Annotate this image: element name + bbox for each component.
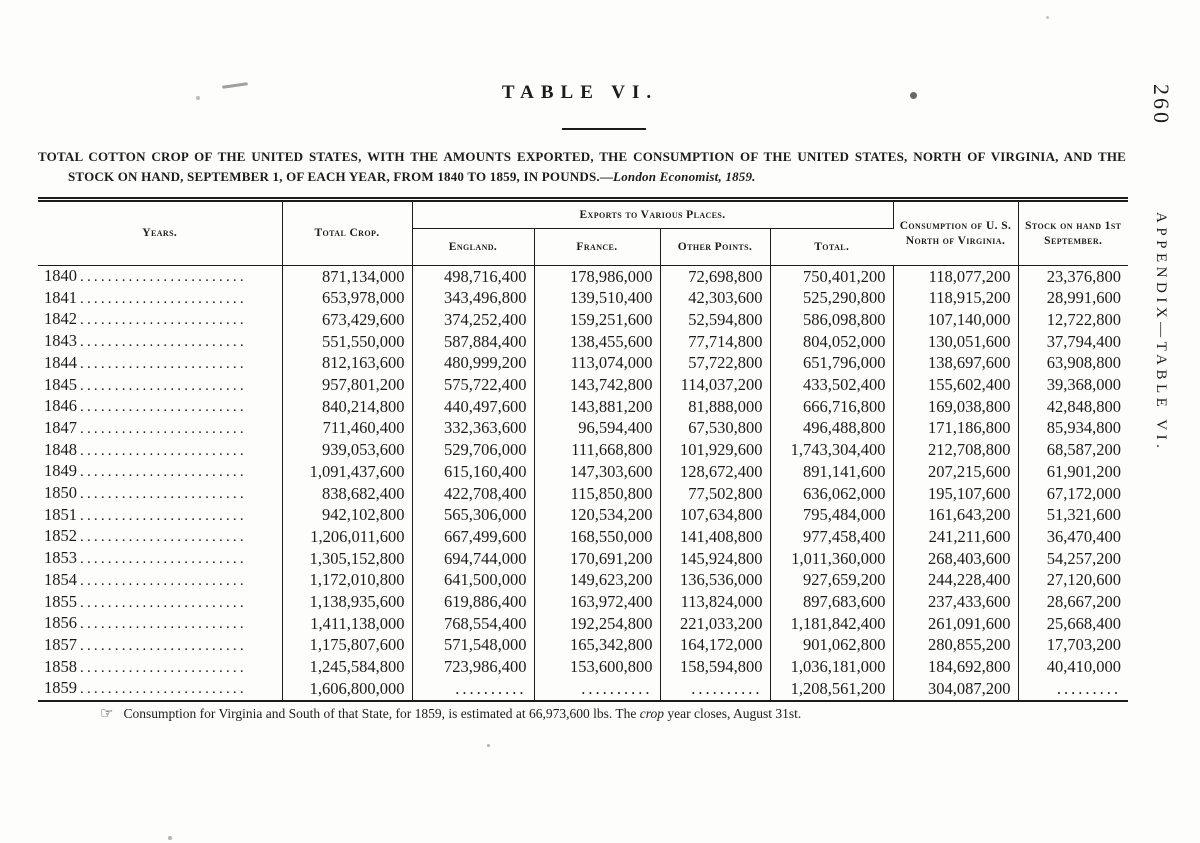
total-cell: 1,011,360,000 <box>770 548 893 570</box>
table-body <box>38 266 1128 702</box>
france-cell: 159,251,600 <box>534 309 660 331</box>
total-cell: 901,062,800 <box>770 635 893 657</box>
france-cell: 168,550,000 <box>534 526 660 548</box>
year-cell <box>38 309 282 331</box>
table-row <box>38 570 1128 592</box>
table-row <box>38 678 1128 701</box>
france-cell: 143,742,800 <box>534 375 660 397</box>
total-cell: 636,062,000 <box>770 483 893 505</box>
title-rule <box>562 128 646 130</box>
year-cell <box>38 570 282 592</box>
table-header <box>38 200 1128 266</box>
total-crop-cell: 673,429,600 <box>282 309 412 331</box>
consumption-cell: 107,140,000 <box>893 309 1018 331</box>
other-points-cell: 52,594,800 <box>660 309 770 331</box>
england-cell: .......... <box>412 678 534 701</box>
year-cell <box>38 678 282 701</box>
table-row <box>38 635 1128 657</box>
france-cell: .......... <box>534 678 660 701</box>
consumption-cell: 130,051,600 <box>893 331 1018 353</box>
col-header-exports-group: Exports to Various Places. <box>412 200 893 229</box>
stock-cell: 28,667,200 <box>1046 592 1122 612</box>
other-points-cell: 101,929,600 <box>660 440 770 462</box>
dot-leader: ........................ <box>80 637 247 654</box>
year-cell <box>38 526 282 548</box>
total-crop-cell: 1,172,010,800 <box>282 570 412 592</box>
consumption-cell: 212,708,800 <box>893 440 1018 462</box>
year-cell <box>38 288 282 310</box>
dot-leader: ........................ <box>80 507 247 524</box>
dot-leader: ........................ <box>80 551 247 568</box>
total-cell: 666,716,800 <box>770 396 893 418</box>
england-cell: 529,706,000 <box>412 440 534 462</box>
france-cell: 113,074,000 <box>534 353 660 375</box>
total-cell: 897,683,600 <box>770 592 893 614</box>
table-row <box>38 266 1128 288</box>
year-label: 1851 <box>44 504 77 524</box>
dot-leader: ........................ <box>80 377 247 394</box>
dot-leader: ........................ <box>80 529 247 546</box>
dot-leader: ........................ <box>80 572 247 589</box>
consumption-cell: 268,403,600 <box>893 548 1018 570</box>
year-label: 1852 <box>44 526 77 546</box>
year-cell <box>38 613 282 635</box>
england-cell: 641,500,000 <box>412 570 534 592</box>
england-cell: 332,363,600 <box>412 418 534 440</box>
england-cell: 694,744,000 <box>412 548 534 570</box>
year-label: 1859 <box>44 678 77 698</box>
total-cell: 750,401,200 <box>770 266 893 288</box>
total-crop-cell: 1,245,584,800 <box>282 657 412 679</box>
total-cell: 927,659,200 <box>770 570 893 592</box>
other-points-cell: 158,594,800 <box>660 657 770 679</box>
col-header-total: Total. <box>770 229 893 266</box>
dot-leader: ........................ <box>80 312 247 329</box>
year-cell <box>38 592 282 614</box>
consumption-cell: 280,855,200 <box>893 635 1018 657</box>
scan-speckle <box>487 744 490 747</box>
footnote <box>38 704 1126 723</box>
stock-cell: 42,848,800 <box>1046 396 1122 416</box>
other-points-cell: 77,714,800 <box>660 331 770 353</box>
france-cell: 163,972,400 <box>534 592 660 614</box>
table-row <box>38 461 1128 483</box>
table-row <box>38 353 1128 375</box>
total-crop-cell: 1,091,437,600 <box>282 461 412 483</box>
table-row <box>38 331 1128 353</box>
consumption-cell: 237,433,600 <box>893 592 1018 614</box>
total-crop-cell: 942,102,800 <box>282 505 412 527</box>
stock-cell: 54,257,200 <box>1046 548 1122 568</box>
year-cell <box>38 375 282 397</box>
dot-leader: ........................ <box>80 355 247 372</box>
consumption-cell: 304,087,200 <box>893 678 1018 701</box>
year-cell <box>38 505 282 527</box>
year-label: 1846 <box>44 396 77 416</box>
total-crop-cell: 871,134,000 <box>282 266 412 288</box>
col-header-france: France. <box>534 229 660 266</box>
scan-speckle <box>910 92 917 99</box>
dot-leader: ........................ <box>80 594 247 611</box>
total-crop-cell: 653,978,000 <box>282 288 412 310</box>
stock-cell: 61,901,200 <box>1046 461 1122 481</box>
year-label: 1843 <box>44 331 77 351</box>
footnote-text-1: Consumption for Virginia and South of that State, for 1859, is estimated at 66,973,600 lbs. The <box>123 705 640 721</box>
col-header-consumption: Consumption of U. S. North of Virginia. <box>893 200 1018 266</box>
total-crop-cell: 1,175,807,600 <box>282 635 412 657</box>
other-points-cell: 221,033,200 <box>660 613 770 635</box>
year-cell <box>38 548 282 570</box>
year-label: 1855 <box>44 591 77 611</box>
dot-leader: ........................ <box>80 616 247 633</box>
consumption-cell: 171,186,800 <box>893 418 1018 440</box>
year-label: 1858 <box>44 656 77 676</box>
other-points-cell: .......... <box>660 678 770 701</box>
table-row <box>38 613 1128 635</box>
total-cell: 891,141,600 <box>770 461 893 483</box>
caption-source: London Economist, 1859. <box>613 169 756 185</box>
year-cell <box>38 461 282 483</box>
table-row <box>38 288 1128 310</box>
total-cell: 804,052,000 <box>770 331 893 353</box>
stock-cell: 28,991,600 <box>1046 288 1122 308</box>
year-label: 1841 <box>44 287 77 307</box>
total-crop-cell: 711,460,400 <box>282 418 412 440</box>
caption-text: TOTAL COTTON CROP OF THE UNITED STATES, WITH THE AMOUNTS EXPORTED, THE CONSUMPTION OF THE UNITED STATES, NORTH OF VIRGINIA, AND THE STOCK ON HAND, SEPTEMBER 1, OF EACH YEAR, FROM 1840 TO 1859, IN POUNDS.— <box>38 149 1126 185</box>
total-crop-cell: 957,801,200 <box>282 375 412 397</box>
table-row <box>38 526 1128 548</box>
total-cell: 651,796,000 <box>770 353 893 375</box>
stock-cell: 40,410,000 <box>1046 657 1122 677</box>
page-number: 260 <box>1149 84 1174 126</box>
england-cell: 498,716,400 <box>412 266 534 288</box>
pointing-hand-icon: ☞ <box>100 705 114 722</box>
stock-cell: 39,368,000 <box>1046 375 1122 395</box>
dot-leader: ........................ <box>80 334 247 351</box>
france-cell: 120,534,200 <box>534 505 660 527</box>
england-cell: 615,160,400 <box>412 461 534 483</box>
stock-cell: 36,470,400 <box>1046 526 1122 546</box>
other-points-cell: 114,037,200 <box>660 375 770 397</box>
total-cell: 1,036,181,000 <box>770 657 893 679</box>
england-cell: 619,886,400 <box>412 592 534 614</box>
table-row <box>38 309 1128 331</box>
total-crop-cell: 1,411,138,000 <box>282 613 412 635</box>
consumption-cell: 261,091,600 <box>893 613 1018 635</box>
dot-leader: ........................ <box>80 486 247 503</box>
england-cell: 343,496,800 <box>412 288 534 310</box>
col-header-total-crop: Total Crop. <box>282 200 412 266</box>
other-points-cell: 107,634,800 <box>660 505 770 527</box>
consumption-cell: 244,228,400 <box>893 570 1018 592</box>
statistics-table-container <box>38 197 1128 702</box>
col-header-years: Years. <box>38 200 282 266</box>
stock-cell: 67,172,000 <box>1046 483 1122 503</box>
other-points-cell: 141,408,800 <box>660 526 770 548</box>
england-cell: 667,499,600 <box>412 526 534 548</box>
table-row <box>38 375 1128 397</box>
other-points-cell: 72,698,800 <box>660 266 770 288</box>
total-crop-cell: 551,550,000 <box>282 331 412 353</box>
other-points-cell: 81,888,000 <box>660 396 770 418</box>
year-label: 1842 <box>44 309 77 329</box>
table-row <box>38 483 1128 505</box>
dot-leader: ........................ <box>80 659 247 676</box>
year-label: 1844 <box>44 352 77 372</box>
other-points-cell: 128,672,400 <box>660 461 770 483</box>
other-points-cell: 145,924,800 <box>660 548 770 570</box>
total-crop-cell: 812,163,600 <box>282 353 412 375</box>
dot-leader: ........................ <box>80 399 247 416</box>
year-cell <box>38 266 282 288</box>
footnote-italic-word: crop <box>639 705 664 721</box>
france-cell: 170,691,200 <box>534 548 660 570</box>
france-cell: 192,254,800 <box>534 613 660 635</box>
total-cell: 496,488,800 <box>770 418 893 440</box>
table-row <box>38 548 1128 570</box>
total-crop-cell: 1,606,800,000 <box>282 678 412 701</box>
other-points-cell: 77,502,800 <box>660 483 770 505</box>
total-cell: 795,484,000 <box>770 505 893 527</box>
stock-cell: 85,934,800 <box>1046 418 1122 438</box>
year-label: 1850 <box>44 483 77 503</box>
year-cell <box>38 396 282 418</box>
england-cell: 422,708,400 <box>412 483 534 505</box>
england-cell: 768,554,400 <box>412 613 534 635</box>
france-cell: 153,600,800 <box>534 657 660 679</box>
stock-cell: 27,120,600 <box>1046 570 1122 590</box>
total-cell: 433,502,400 <box>770 375 893 397</box>
england-cell: 587,884,400 <box>412 331 534 353</box>
other-points-cell: 164,172,000 <box>660 635 770 657</box>
appendix-side-title: APPENDIX—TABLE VI. <box>1153 212 1169 453</box>
france-cell: 111,668,800 <box>534 440 660 462</box>
cotton-crop-table <box>38 197 1128 702</box>
consumption-cell: 155,602,400 <box>893 375 1018 397</box>
year-label: 1856 <box>44 613 77 633</box>
total-cell: 525,290,800 <box>770 288 893 310</box>
consumption-cell: 207,215,600 <box>893 461 1018 483</box>
england-cell: 575,722,400 <box>412 375 534 397</box>
stock-cell: 51,321,600 <box>1046 505 1122 525</box>
table-row <box>38 592 1128 614</box>
france-cell: 138,455,600 <box>534 331 660 353</box>
france-cell: 165,342,800 <box>534 635 660 657</box>
year-label: 1849 <box>44 461 77 481</box>
table-row <box>38 396 1128 418</box>
col-header-other-points: Other Points. <box>660 229 770 266</box>
stock-cell: 25,668,400 <box>1046 613 1122 633</box>
consumption-cell: 138,697,600 <box>893 353 1018 375</box>
dot-leader: ........................ <box>80 290 247 307</box>
consumption-cell: 195,107,600 <box>893 483 1018 505</box>
england-cell: 571,548,000 <box>412 635 534 657</box>
france-cell: 147,303,600 <box>534 461 660 483</box>
scan-speckle <box>168 836 172 840</box>
france-cell: 115,850,800 <box>534 483 660 505</box>
year-cell <box>38 657 282 679</box>
france-cell: 96,594,400 <box>534 418 660 440</box>
total-cell: 1,181,842,400 <box>770 613 893 635</box>
dot-leader: ........................ <box>80 464 247 481</box>
dot-leader: ........................ <box>80 420 247 437</box>
other-points-cell: 57,722,800 <box>660 353 770 375</box>
year-label: 1848 <box>44 439 77 459</box>
consumption-cell: 118,077,200 <box>893 266 1018 288</box>
total-cell: 1,743,304,400 <box>770 440 893 462</box>
total-crop-cell: 1,138,935,600 <box>282 592 412 614</box>
stock-cell: 68,587,200 <box>1046 440 1122 460</box>
table-caption <box>38 147 1126 187</box>
year-label: 1845 <box>44 374 77 394</box>
total-cell: 977,458,400 <box>770 526 893 548</box>
stock-cell: 17,703,200 <box>1046 635 1122 655</box>
year-cell <box>38 353 282 375</box>
stock-cell: 23,376,800 <box>1046 266 1122 286</box>
table-row <box>38 418 1128 440</box>
year-cell <box>38 440 282 462</box>
dot-leader: ........................ <box>80 269 247 285</box>
table-row <box>38 440 1128 462</box>
other-points-cell: 42,303,600 <box>660 288 770 310</box>
table-row <box>38 657 1128 679</box>
total-crop-cell: 840,214,800 <box>282 396 412 418</box>
england-cell: 440,497,600 <box>412 396 534 418</box>
england-cell: 374,252,400 <box>412 309 534 331</box>
consumption-cell: 169,038,800 <box>893 396 1018 418</box>
consumption-cell: 241,211,600 <box>893 526 1018 548</box>
year-label: 1853 <box>44 548 77 568</box>
stock-cell: ......... <box>1018 678 1128 701</box>
col-header-stock: Stock on hand 1st September. <box>1018 200 1128 266</box>
footnote-text-2: year closes, August 31st. <box>663 705 802 721</box>
year-label: 1857 <box>44 634 77 654</box>
england-cell: 480,999,200 <box>412 353 534 375</box>
year-label: 1854 <box>44 569 77 589</box>
table-row <box>38 505 1128 527</box>
total-cell: 586,098,800 <box>770 309 893 331</box>
stock-cell: 12,722,800 <box>1046 309 1122 329</box>
total-crop-cell: 939,053,600 <box>282 440 412 462</box>
england-cell: 565,306,000 <box>412 505 534 527</box>
other-points-cell: 67,530,800 <box>660 418 770 440</box>
stock-cell: 37,794,400 <box>1046 331 1122 351</box>
total-crop-cell: 1,206,011,600 <box>282 526 412 548</box>
col-header-england: England. <box>412 229 534 266</box>
year-cell <box>38 331 282 353</box>
france-cell: 143,881,200 <box>534 396 660 418</box>
consumption-cell: 118,915,200 <box>893 288 1018 310</box>
year-label: 1840 <box>44 266 77 285</box>
england-cell: 723,986,400 <box>412 657 534 679</box>
year-cell <box>38 418 282 440</box>
france-cell: 149,623,200 <box>534 570 660 592</box>
consumption-cell: 184,692,800 <box>893 657 1018 679</box>
dot-leader: ........................ <box>80 681 247 698</box>
total-cell: 1,208,561,200 <box>770 678 893 701</box>
total-crop-cell: 1,305,152,800 <box>282 548 412 570</box>
year-cell <box>38 635 282 657</box>
france-cell: 139,510,400 <box>534 288 660 310</box>
scan-speckle <box>196 96 200 100</box>
dot-leader: ........................ <box>80 442 247 459</box>
stock-cell: 63,908,800 <box>1046 353 1122 373</box>
total-crop-cell: 838,682,400 <box>282 483 412 505</box>
other-points-cell: 136,536,000 <box>660 570 770 592</box>
year-label: 1847 <box>44 417 77 437</box>
france-cell: 178,986,000 <box>534 266 660 288</box>
scan-speckle <box>1046 16 1049 19</box>
year-cell <box>38 483 282 505</box>
other-points-cell: 113,824,000 <box>660 592 770 614</box>
consumption-cell: 161,643,200 <box>893 505 1018 527</box>
table-title: TABLE VI. <box>501 82 659 103</box>
